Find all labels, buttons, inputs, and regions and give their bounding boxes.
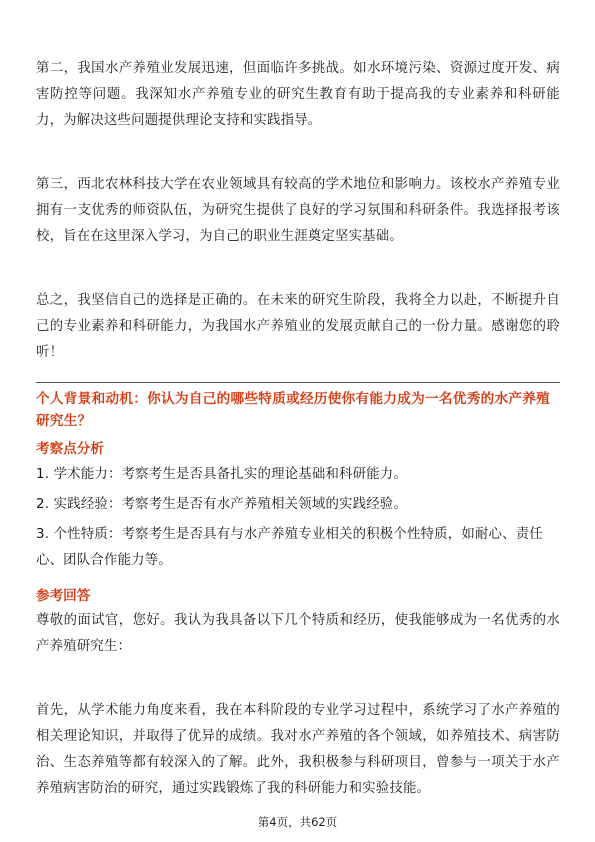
section-divider bbox=[36, 382, 560, 383]
interview-question: 个人背景和动机：你认为自己的哪些特质或经历使你有能力成为一名优秀的水产养殖研究生？ bbox=[36, 391, 551, 429]
reference-paragraph-greeting: 尊敬的面试官，您好。我认为我具备以下几个特质和经历，使我能够成为一名优秀的水产养殖研究生： bbox=[36, 613, 560, 654]
analysis-item: 2. 实践经验：考察考生是否有水产养殖相关领域的实践经验。 bbox=[36, 497, 407, 512]
analysis-item: 1. 学术能力：考察考生是否具备扎实的理论基础和科研能力。 bbox=[36, 467, 407, 482]
body-paragraph-second: 第二，我国水产养殖业发展迅速，但面临许多挑战。如水环境污染、资源过度开发、病害防控等问题。我深知水产养殖专业的研究生教育有助于提高我的专业素养和科研能力，为解决这些问题提供理论支持和实践指导。 bbox=[36, 61, 560, 128]
body-paragraph-conclusion: 总之，我坚信自己的选择是正确的。在未来的研究生阶段，我将全力以赴，不断提升自己的专业素养和科研能力，为我国水产养殖业的发展贡献自己的一份力量。感谢您的聆听！ bbox=[36, 293, 560, 360]
analysis-list bbox=[36, 462, 560, 574]
analysis-heading: 考察点分析 bbox=[36, 441, 104, 457]
body-paragraph-third: 第三，西北农林科技大学在农业领域具有较高的学术地位和影响力。该校水产养殖专业拥有一支优秀的师资队伍，为研究生提供了良好的学习氛围和科研条件。我选择报考该校，旨在在这里深入学习，为自己的职业生涯奠定坚实基础。 bbox=[36, 177, 560, 244]
page-number: 第4页，共62页 bbox=[257, 815, 338, 829]
reference-heading: 参考回答 bbox=[36, 588, 91, 604]
reference-paragraph-first-point: 首先，从学术能力角度来看，我在本科阶段的专业学习过程中，系统学习了水产养殖的相关理论知识，并取得了优异的成绩。我对水产养殖的各个领域，如养殖技术、病害防治、生态养殖等都有较深入的了解。此外，我积极参与科研项目，曾参与一项关于水产养殖病害防治的研究，通过实践锻炼了我的科研能力和实验技能。 bbox=[36, 703, 560, 796]
analysis-item: 3. 个性特质：考察考生是否具有与水产养殖专业相关的积极个性特质，如耐心、责任心、团队合作能力等。 bbox=[36, 527, 543, 568]
